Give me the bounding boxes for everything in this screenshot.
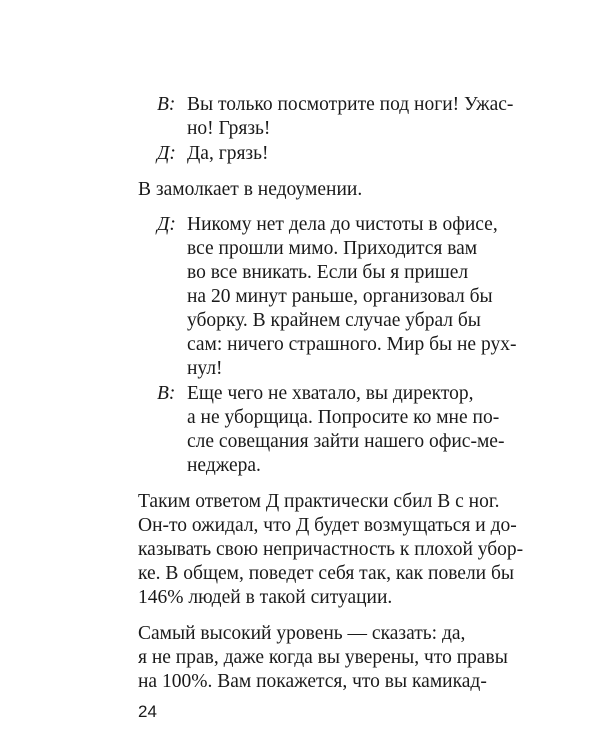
dialogue-line: Вы только посмотрите под ноги! Ужас- (187, 94, 514, 115)
paragraph-line: казывать свою непричастность к плохой убор- (138, 539, 524, 560)
dialogue-line: Да, грязь! (187, 143, 269, 164)
paragraph-line: Самый высокий уровень — сказать: да, (138, 623, 466, 644)
paragraph-line: Таким ответом Д практически сбил В с ног. (138, 491, 500, 512)
dialogue-line: во все вникать. Если бы я пришел (187, 262, 469, 283)
paragraph-line: на 100%. Вам покажется, что вы камикад- (138, 671, 487, 692)
dialogue-line: сле совещания зайти нашего офис-ме- (187, 431, 505, 452)
speaker-label: Д: (157, 143, 176, 164)
page-number: 24 (138, 702, 157, 721)
dialogue-line: уборку. В крайнем случае убрал бы (187, 310, 481, 331)
speaker-label: В: (157, 94, 176, 115)
paragraph-line: ке. В общем, поведет себя так, как повели бы (138, 563, 515, 584)
dialogue-line: на 20 минут раньше, организовал бы (187, 286, 493, 307)
speaker-label: В: (157, 383, 176, 404)
paragraph-line: Он-то ожидал, что Д будет возмущаться и до- (138, 515, 517, 536)
dialogue-line: Никому нет дела до чистоты в офисе, (187, 214, 498, 235)
narration-line: В замолкает в недоумении. (138, 179, 363, 200)
dialogue-line: нул! (187, 358, 223, 379)
dialogue-line: но! Грязь! (187, 118, 271, 139)
speaker-label: Д: (157, 214, 176, 235)
dialogue-line: неджера. (187, 455, 261, 476)
dialogue-line: сам: ничего страшного. Мир бы не рух- (187, 334, 517, 355)
dialogue-line: а не уборщица. Попросите ко мне по- (187, 407, 500, 428)
dialogue-line: Еще чего не хватало, вы директор, (187, 383, 474, 404)
dialogue-line: все прошли мимо. Приходится вам (187, 238, 478, 259)
paragraph-line: я не прав, даже когда вы уверены, что правы (138, 647, 508, 668)
paragraph-line: 146% людей в такой ситуации. (138, 587, 393, 608)
